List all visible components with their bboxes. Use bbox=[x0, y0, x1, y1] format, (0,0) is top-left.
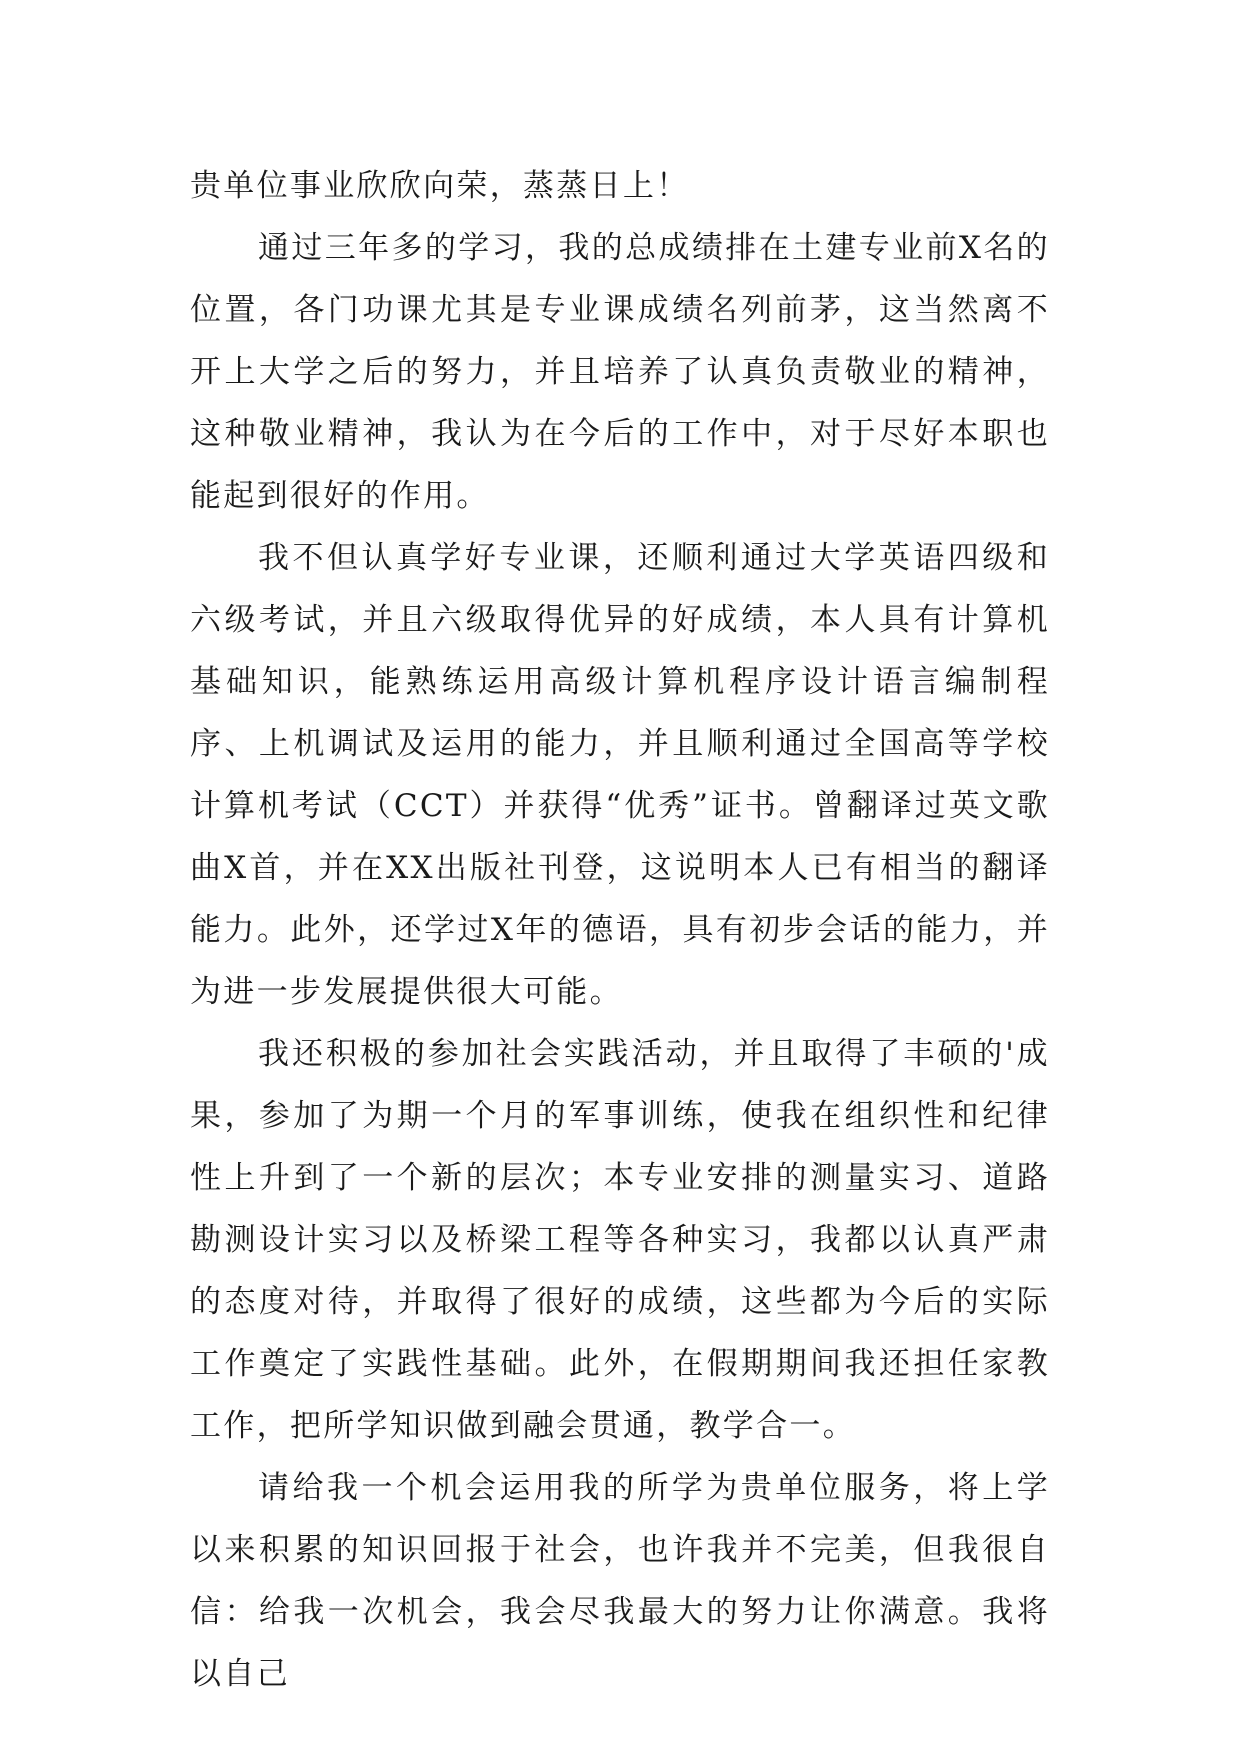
paragraph-closing-line: 贵单位事业欣欣向荣，蒸蒸日上！ bbox=[190, 168, 690, 204]
paragraph-academic-performance: 通过三年多的学习，我的总成绩排在土建专业前X名的位置，各门功课尤其是专业课成绩名列前茅，这当然离不开上大学之后的努力，并且培养了认真负责敬业的精神，这种敬业精神，我认为在今后的工作中，对于尽好本职也能起到很好的作用。 bbox=[190, 230, 1050, 514]
paragraph-skills: 我不但认真学好专业课，还顺利通过大学英语四级和六级考试，并且六级取得优异的好成绩，本人具有计算机基础知识，能熟练运用高级计算机程序设计语言编制程序、上机调试及运用的能力，并且顺利通过全国高等学校计算机考试（CCT）并获得“优秀”证书。曾翻译过英文歌曲X首，并在XX出版社刊登，这说明本人已有相当的翻译能力。此外，还学过X年的德语，具有初步会话的能力，并为进一步发展提供很大可能。 bbox=[190, 540, 1050, 1010]
paragraph-request: 请给我一个机会运用我的所学为贵单位服务，将上学以来积累的知识回报于社会，也许我并不完美，但我很自信：给我一次机会，我会尽我最大的努力让你满意。我将以自己 bbox=[190, 1470, 1050, 1692]
document-body bbox=[190, 155, 1050, 1705]
paragraph-social-practice: 我还积极的参加社会实践活动，并且取得了丰硕的'成果，参加了为期一个月的军事训练，使我在组织性和纪律性上升到了一个新的层次；本专业安排的测量实习、道路勘测设计实习以及桥梁工程等各种实习，我都以认真严肃的态度对待，并取得了很好的成绩，这些都为今后的实际工作奠定了实践性基础。此外，在假期期间我还担任家教工作，把所学知识做到融会贯通，教学合一。 bbox=[190, 1036, 1050, 1444]
